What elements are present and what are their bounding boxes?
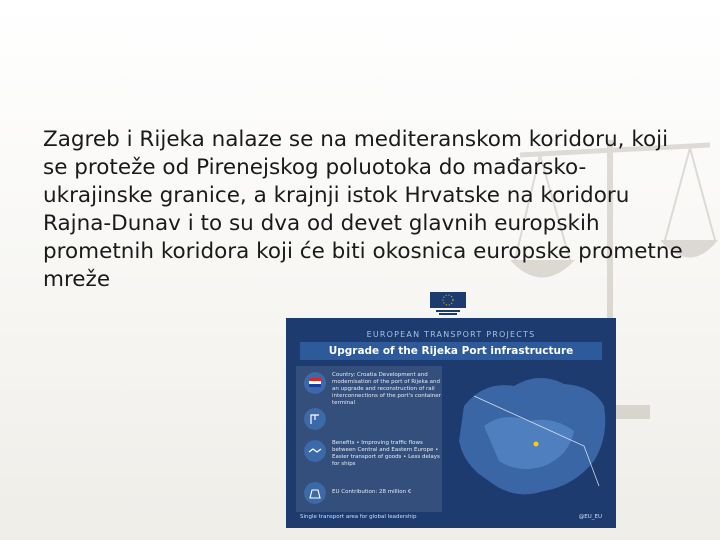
- footer-left-text: Single transport area for global leadership: [300, 514, 417, 520]
- infographic-footer: [300, 514, 602, 526]
- country-text: Country: Croatia Development and modernisation of the port of Rijeka and an upgrade and reconstruction of rail interconnections of the port's container terminal: [332, 372, 441, 406]
- european-commission-logo: [430, 292, 466, 316]
- rijeka-port-infographic: [286, 318, 616, 528]
- croatia-flag-icon: [304, 372, 326, 394]
- port-crane-icon: [304, 408, 326, 430]
- money-bag-icon: [304, 482, 326, 504]
- contribution-text: EU Contribution: 28 million €: [332, 489, 412, 495]
- infographic-title: Upgrade of the Rijeka Port infrastructure: [300, 342, 602, 360]
- rijeka-marker-icon: [534, 442, 539, 447]
- slide-body-text: Zagreb i Rijeka nalaze se na mediteranskom koridoru, koji se proteže od Pirenejskog poluotoka do mađarsko-ukrajinske granice, a krajnji istok Hrvatske na koridoru Rajna-Dunav i to su dva od devet glavnih europskih prometnih koridora koji će biti okosnica europske prometne mreže: [43, 127, 683, 292]
- handshake-icon: [304, 440, 326, 462]
- europe-map: [444, 366, 612, 506]
- footer-right-text: @EU_EU: [578, 514, 602, 520]
- benefits-text: Benefits • Improving traffic flows between Central and Eastern Europe • Easier transport of goods • Less delays for ships: [332, 440, 440, 467]
- info-panel: [296, 366, 442, 512]
- infographic-subtitle: EUROPEAN TRANSPORT PROJECTS: [366, 330, 536, 339]
